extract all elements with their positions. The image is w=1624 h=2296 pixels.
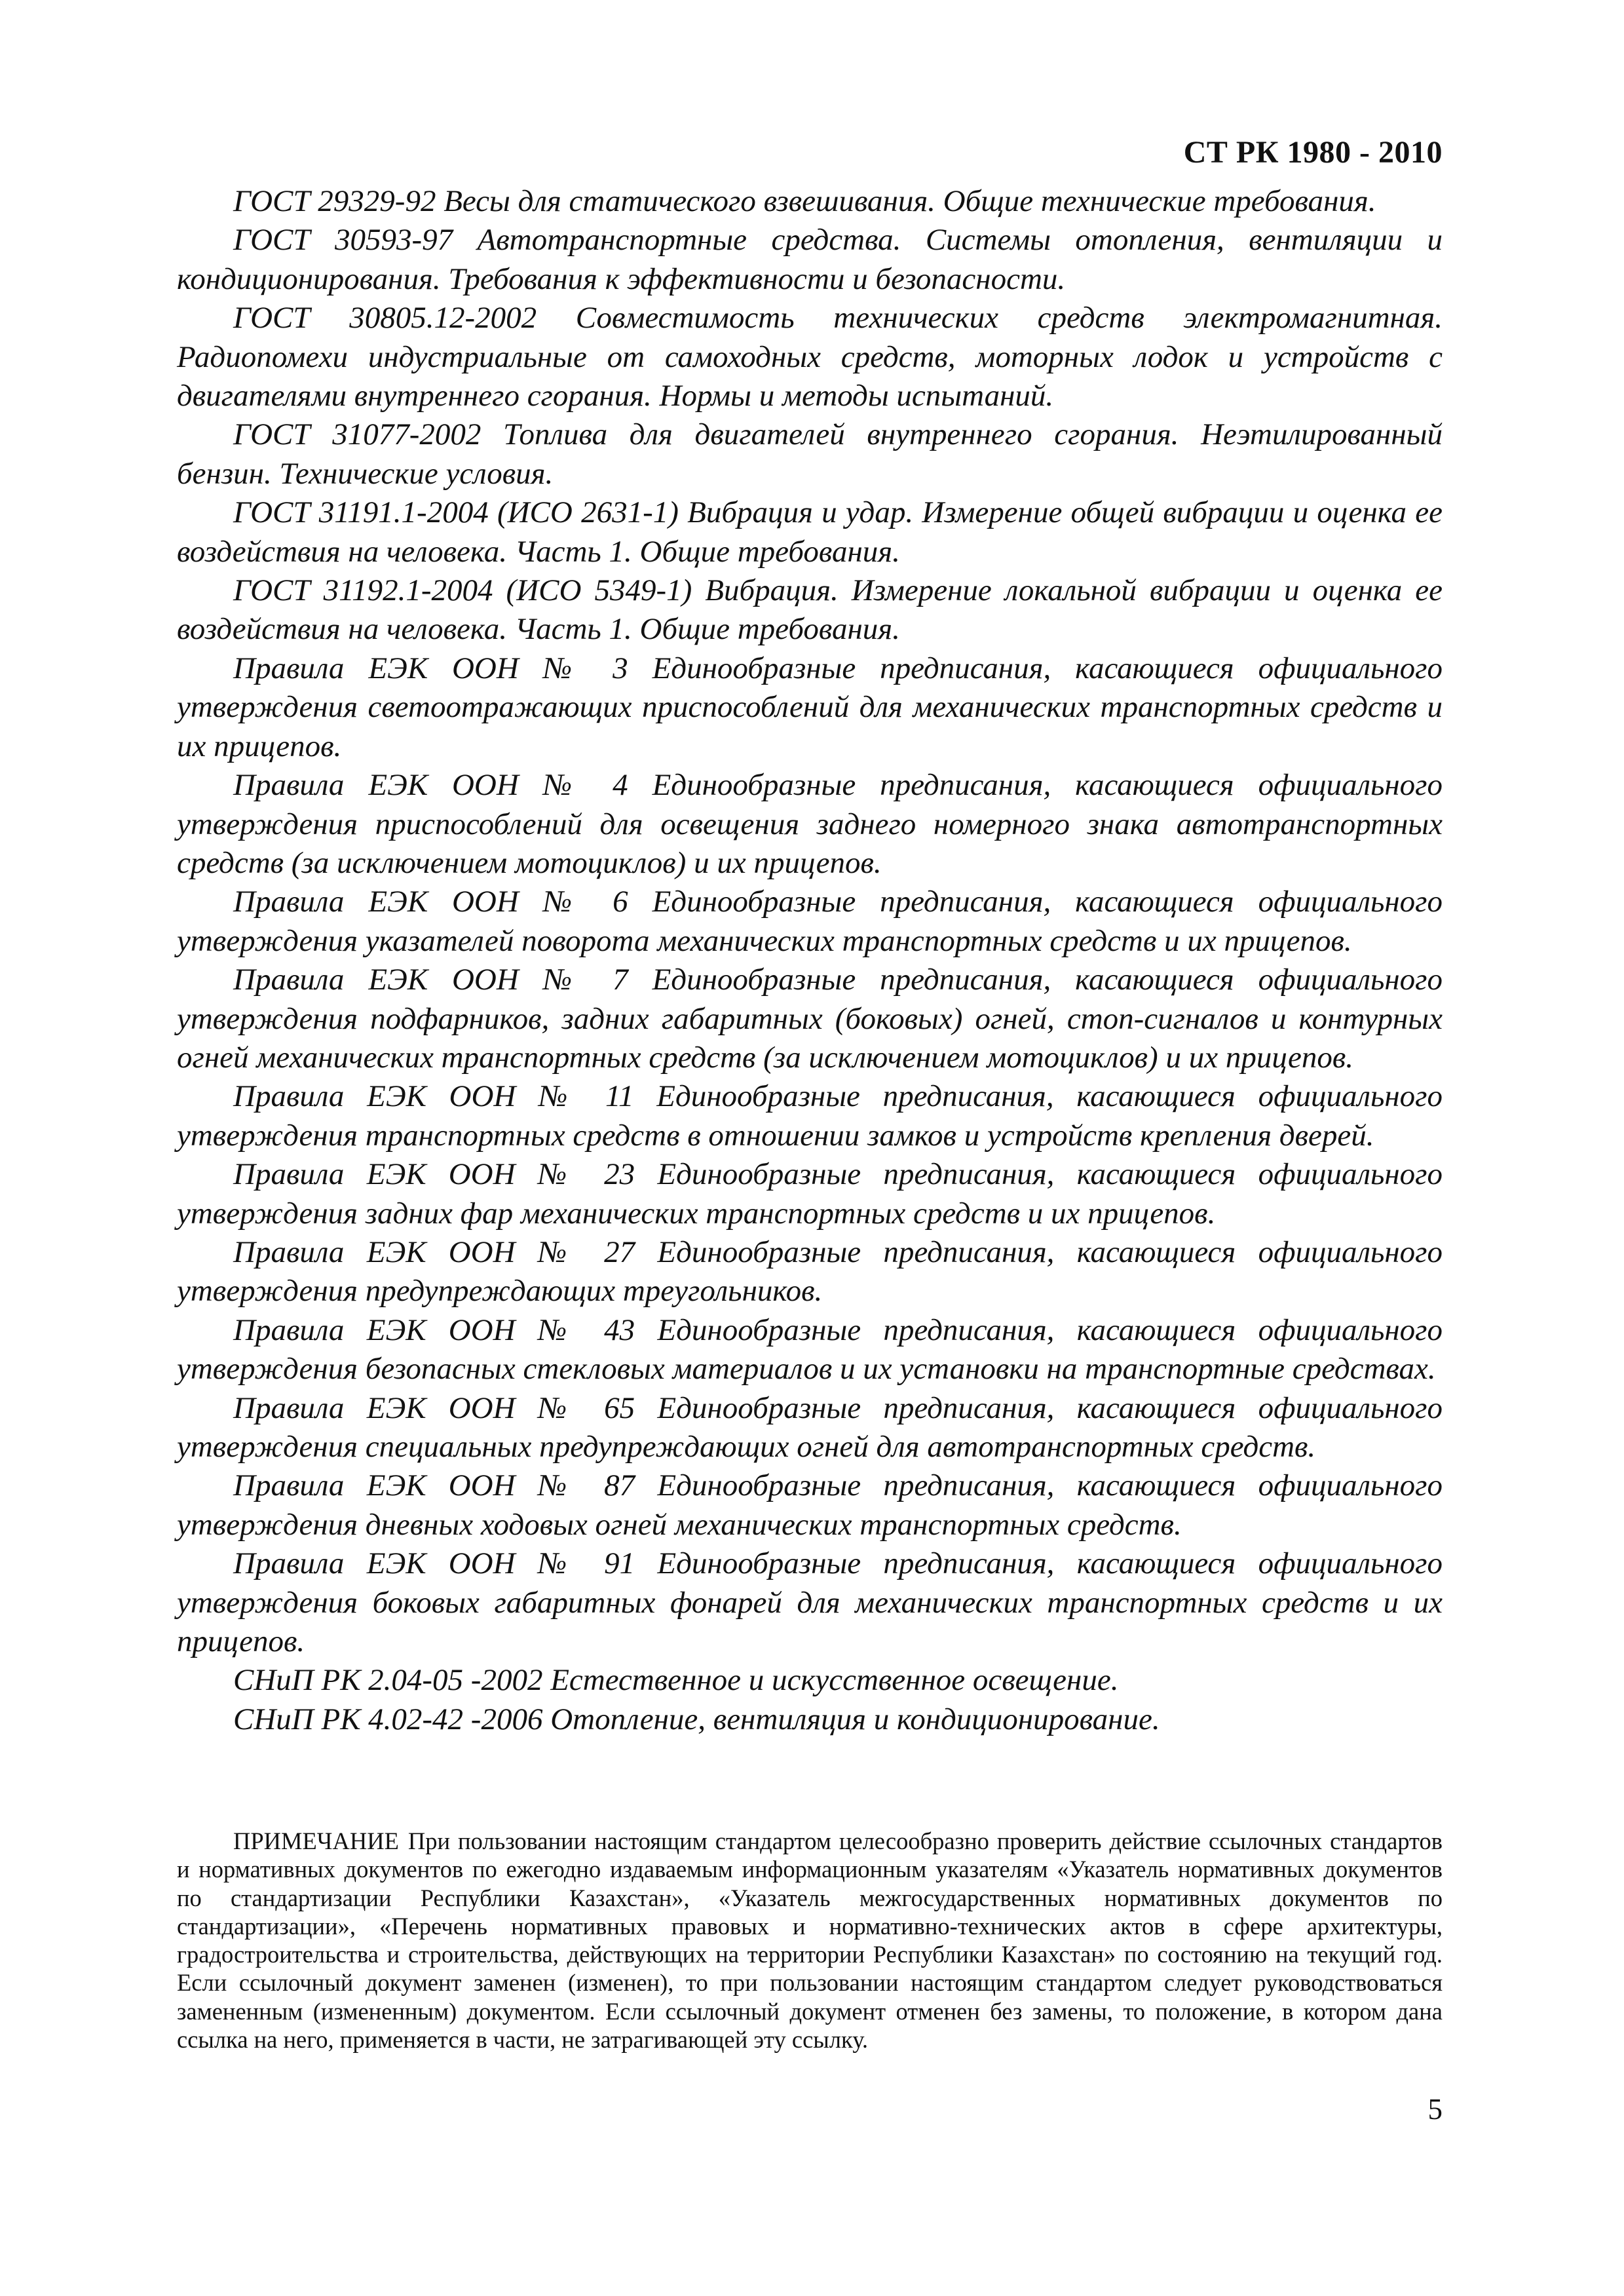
note-block xyxy=(177,1827,1443,2054)
reference-item: Правила ЕЭК ООН № 87 Единообразные предписания, касающиеся официального утверждения дневных ходовых огней механических транспортных средств. xyxy=(177,1468,1443,1542)
reference-item: Правила ЕЭК ООН № 7 Единообразные предписания, касающиеся официального утверждения подфарников, задних габаритных (боковых) огней, стоп-сигналов и контурных огней механических транспортных средств (за исключением мотоциклов) и их прицепов. xyxy=(177,963,1443,1075)
reference-item: Правила ЕЭК ООН № 3 Единообразные предписания, касающиеся официального утверждения светоотражающих приспособлений для механических транспортных средств и их прицепов. xyxy=(177,651,1443,763)
page-number: 5 xyxy=(1427,2093,1443,2126)
reference-item: ГОСТ 30805.12-2002 Совместимость технических средств электромагнитная. Радиопомехи индустриальные от самоходных средств, моторных лодок и устройств с двигателями внутреннего сгорания. Нормы и методы испытаний. xyxy=(177,301,1443,413)
reference-item: Правила ЕЭК ООН № 27 Единообразные предписания, касающиеся официального утверждения предупреждающих треугольников. xyxy=(177,1234,1443,1309)
reference-item: ГОСТ 31077-2002 Топлива для двигателей внутреннего сгорания. Неэтилированный бензин. Технические условия. xyxy=(177,417,1443,491)
reference-item: СНиП РК 4.02-42 -2006 Отопление, вентиляция и кондиционирование. xyxy=(233,1702,1160,1736)
reference-item: Правила ЕЭК ООН № 11 Единообразные предписания, касающиеся официального утверждения транспортных средств в отношении замков и устройств крепления дверей. xyxy=(177,1079,1443,1153)
normative-references-list xyxy=(177,182,1443,1739)
note-paragraph xyxy=(177,1827,1443,2054)
reference-item: Правила ЕЭК ООН № 6 Единообразные предписания, касающиеся официального утверждения указателей поворота механических транспортных средств и их прицепов. xyxy=(177,885,1443,958)
reference-item: Правила ЕЭК ООН № 65 Единообразные предписания, касающиеся официального утверждения специальных предупреждающих огней для автотранспортных средств. xyxy=(177,1390,1443,1464)
reference-item: ГОСТ 31191.1-2004 (ИСО 2631-1) Вибрация и удар. Измерение общей вибрации и оценка ее воздействия на человека. Часть 1. Общие требования. xyxy=(177,495,1443,569)
reference-item: ГОСТ 30593-97 Автотранспортные средства. Системы отопления, вентиляции и кондиционирования. Требования к эффективности и безопасности. xyxy=(177,223,1443,296)
reference-item: Правила ЕЭК ООН № 43 Единообразные предписания, касающиеся официального утверждения безопасных стекловых материалов и их установки на транспортные средствах. xyxy=(177,1312,1443,1387)
reference-item: Правила ЕЭК ООН № 23 Единообразные предписания, касающиеся официального утверждения задних фар механических транспортных средств и их прицепов. xyxy=(177,1157,1443,1231)
note-text: При пользовании настоящим стандартом целесообразно проверить действие ссылочных стандартов и нормативных документов по ежегодно издаваемым информационным указателям «Указатель нормативных документов по стандартизации Республики Казахстан», «Указатель межгосударственных нормативных документов по стандартизации», «Перечень нормативных правовых и нормативно-технических актов в сфере архитектуры, градостроительства и строительства, действующих на территории Республики Казахстан» по состоянию на текущий год. Если ссылочный документ заменен (изменен), то при пользовании настоящим стандартом следует руководствоваться замененным (измененным) документом. Если ссылочный документ отменен без замены, то положение, в котором дана ссылка на него, применяется в части, не затрагивающей эту ссылку. xyxy=(177,1827,1443,2054)
reference-item: Правила ЕЭК ООН № 4 Единообразные предписания, касающиеся официального утверждения приспособлений для освещения заднего номерного знака автотранспортных средств (за исключением мотоциклов) и их прицепов. xyxy=(177,768,1443,880)
note-label: ПРИМЕЧАНИЕ xyxy=(233,1827,399,1854)
reference-item: Правила ЕЭК ООН № 91 Единообразные предписания, касающиеся официального утверждения боковых габаритных фонарей для механических транспортных средств и их прицепов. xyxy=(177,1546,1443,1659)
reference-item: ГОСТ 31192.1-2004 (ИСО 5349-1) Вибрация. Измерение локальной вибрации и оценка ее воздействия на человека. Часть 1. Общие требования. xyxy=(177,573,1443,647)
reference-item: ГОСТ 29329-92 Весы для статического взвешивания. Общие технические требования. xyxy=(233,184,1376,218)
reference-item: СНиП РК 2.04-05 -2002 Естественное и искусственное освещение. xyxy=(233,1663,1119,1698)
document-code-header: СТ РК 1980 - 2010 xyxy=(1183,135,1443,170)
